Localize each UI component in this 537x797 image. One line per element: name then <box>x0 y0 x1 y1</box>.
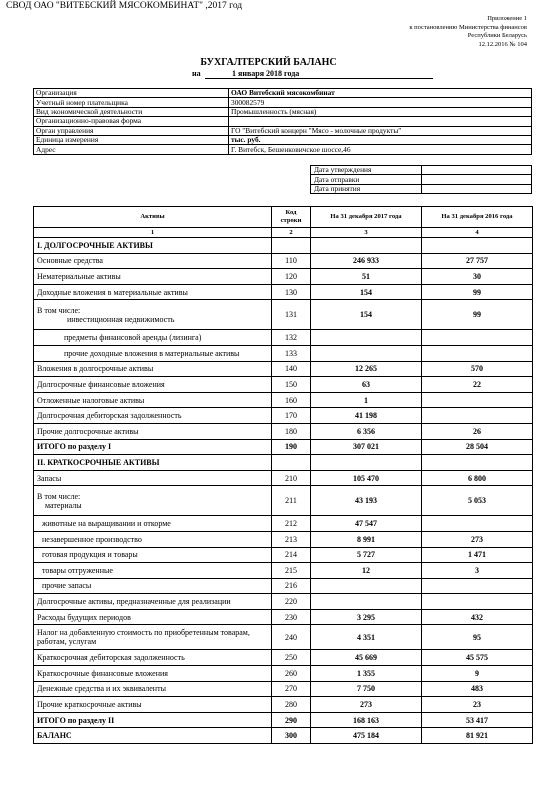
value-2016: 570 <box>422 361 533 377</box>
value-2016: 95 <box>422 625 533 650</box>
date-row <box>311 166 532 175</box>
value-2017: 47 547 <box>311 516 422 532</box>
table-row <box>34 408 533 424</box>
value-2016: 45 575 <box>422 650 533 666</box>
column-number-row <box>34 228 533 238</box>
row-sublabel: материалы <box>45 500 82 510</box>
info-label: Единица измерения <box>34 135 229 144</box>
row-code: 216 <box>272 578 311 594</box>
column-number: 3 <box>311 228 422 238</box>
value-2016: 483 <box>422 681 533 697</box>
row-code: 212 <box>272 516 311 532</box>
info-value: ОАО Витебский мясокомбинат <box>229 89 532 98</box>
info-row <box>34 98 532 107</box>
organization-info-table <box>33 88 532 155</box>
info-label: Адрес <box>34 145 229 154</box>
value-2017: 4 351 <box>311 625 422 650</box>
row-label: Вложения в долгосрочные активы <box>34 361 272 377</box>
row-code: 130 <box>272 284 311 300</box>
date-label: Дата принятия <box>311 184 422 193</box>
row-label: прочие доходные вложения в материальные активы <box>34 345 272 361</box>
row-label: предметы финансовой аренды (лизинга) <box>34 330 272 346</box>
section-row <box>34 455 533 471</box>
row-code: 230 <box>272 609 311 625</box>
value-2017: 43 193 <box>311 486 422 516</box>
row-label: прочие запасы <box>34 578 272 594</box>
value-2017: 63 <box>311 377 422 393</box>
date-underline <box>205 78 433 79</box>
info-row <box>34 117 532 126</box>
value-2017: 246 933 <box>311 253 422 269</box>
value-2016: 26 <box>422 423 533 439</box>
row-code: 300 <box>272 728 311 744</box>
page-title: БУХГАЛТЕРСКИЙ БАЛАНС <box>200 57 337 68</box>
column-header: Код строки <box>272 207 311 228</box>
row-label: Расходы будущих периодов <box>34 609 272 625</box>
table-row <box>34 253 533 269</box>
row-label: Запасы <box>34 470 272 486</box>
row-code <box>272 238 311 254</box>
value-2017 <box>311 578 422 594</box>
date-row <box>311 184 532 193</box>
row-label: Долгосрочная дебиторская задолженность <box>34 408 272 424</box>
value-2017: 168 163 <box>311 712 422 728</box>
row-code: 160 <box>272 392 311 408</box>
table-row <box>34 681 533 697</box>
table-row <box>34 269 533 285</box>
table-row <box>34 486 533 516</box>
date-label: Дата утверждения <box>311 166 422 175</box>
row-label: Налог на добавленную стоимость по приобретенным товарам, работам, услугам <box>34 625 272 650</box>
row-label: I. ДОЛГОСРОЧНЫЕ АКТИВЫ <box>34 238 272 254</box>
table-row <box>34 470 533 486</box>
row-code: 132 <box>272 330 311 346</box>
row-label: Доходные вложения в материальные активы <box>34 284 272 300</box>
section-row <box>34 712 533 728</box>
row-label: Прочие долгосрочные активы <box>34 423 272 439</box>
report-date: 1 января 2018 года <box>232 69 300 78</box>
row-code: 110 <box>272 253 311 269</box>
table-row <box>34 594 533 610</box>
row-code: 211 <box>272 486 311 516</box>
row-label: незавершенное производство <box>34 531 272 547</box>
value-2016: 273 <box>422 531 533 547</box>
table-row <box>34 377 533 393</box>
value-2016 <box>422 594 533 610</box>
value-2016 <box>422 516 533 532</box>
value-2016: 28 504 <box>422 439 533 455</box>
section-row <box>34 238 533 254</box>
balance-table <box>33 206 533 744</box>
row-code: 270 <box>272 681 311 697</box>
appendix-note <box>409 15 527 49</box>
row-code: 240 <box>272 625 311 650</box>
info-value: ГО "Витебский концерн "Мясо - молочные продукты" <box>229 126 532 135</box>
table-row <box>34 516 533 532</box>
dates-table <box>310 165 532 194</box>
table-row <box>34 547 533 563</box>
date-value <box>422 175 532 184</box>
value-2017: 12 <box>311 563 422 579</box>
value-2016: 432 <box>422 609 533 625</box>
row-code: 170 <box>272 408 311 424</box>
row-code: 210 <box>272 470 311 486</box>
section-row <box>34 728 533 744</box>
value-2017 <box>311 330 422 346</box>
row-code: 215 <box>272 563 311 579</box>
row-label: БАЛАНС <box>34 728 272 744</box>
value-2016 <box>422 330 533 346</box>
date-value <box>422 166 532 175</box>
value-2016: 23 <box>422 697 533 713</box>
row-code: 280 <box>272 697 311 713</box>
appendix-line: к постановлению Министерства финансов <box>409 23 527 31</box>
appendix-line: 12.12.2016 № 104 <box>478 40 527 48</box>
value-2016 <box>422 408 533 424</box>
table-header-row <box>34 207 533 228</box>
date-row <box>311 175 532 184</box>
document-caption: СВОД ОАО "ВИТЕБСКИЙ МЯСОКОМБИНАТ" ,2017 год <box>6 1 243 11</box>
value-2017: 475 184 <box>311 728 422 744</box>
value-2016 <box>422 455 533 471</box>
row-code: 220 <box>272 594 311 610</box>
row-label: Отложенные налоговые активы <box>34 392 272 408</box>
info-row <box>34 107 532 116</box>
info-row <box>34 89 532 98</box>
table-row <box>34 609 533 625</box>
value-2017: 1 <box>311 392 422 408</box>
value-2017: 6 356 <box>311 423 422 439</box>
value-2017: 307 021 <box>311 439 422 455</box>
value-2017: 154 <box>311 300 422 330</box>
info-value: Г. Витебск, Бешенковичское шоссе,46 <box>229 145 532 154</box>
row-code: 140 <box>272 361 311 377</box>
column-number: 4 <box>422 228 533 238</box>
value-2016: 81 921 <box>422 728 533 744</box>
row-sublabel: инвестиционная недвижимость <box>67 314 175 324</box>
info-row <box>34 145 532 154</box>
value-2017: 1 355 <box>311 666 422 682</box>
row-label: Краткосрочная дебиторская задолженность <box>34 650 272 666</box>
row-label: Долгосрочные финансовые вложения <box>34 377 272 393</box>
table-row <box>34 284 533 300</box>
row-code: 190 <box>272 439 311 455</box>
table-row <box>34 300 533 330</box>
row-label <box>34 486 272 516</box>
info-row <box>34 126 532 135</box>
table-row <box>34 578 533 594</box>
table-row <box>34 666 533 682</box>
column-header: На 31 декабря 2017 года <box>311 207 422 228</box>
table-row <box>34 330 533 346</box>
row-code: 133 <box>272 345 311 361</box>
table-row <box>34 423 533 439</box>
value-2017: 154 <box>311 284 422 300</box>
row-label: Краткосрочные финансовые вложения <box>34 666 272 682</box>
value-2016: 1 471 <box>422 547 533 563</box>
row-code: 214 <box>272 547 311 563</box>
row-code: 150 <box>272 377 311 393</box>
appendix-line: Приложение 1 <box>487 15 527 22</box>
row-code: 260 <box>272 666 311 682</box>
info-value: Промышленность (мясная) <box>229 107 532 116</box>
value-2017: 7 750 <box>311 681 422 697</box>
column-number: 2 <box>272 228 311 238</box>
value-2016: 22 <box>422 377 533 393</box>
date-prefix: на <box>192 69 201 78</box>
info-label: Вид экономической деятельности <box>34 107 229 116</box>
value-2017 <box>311 345 422 361</box>
column-header: На 31 декабря 2016 года <box>422 207 533 228</box>
date-value <box>422 184 532 193</box>
table-row <box>34 563 533 579</box>
table-row <box>34 345 533 361</box>
value-2016: 9 <box>422 666 533 682</box>
value-2016: 6 800 <box>422 470 533 486</box>
value-2016 <box>422 392 533 408</box>
value-2016 <box>422 345 533 361</box>
info-label: Орган управления <box>34 126 229 135</box>
info-row <box>34 135 532 144</box>
row-label: Основные средства <box>34 253 272 269</box>
column-number: 1 <box>34 228 272 238</box>
table-row <box>34 531 533 547</box>
value-2017: 273 <box>311 697 422 713</box>
row-label-intro: В том числе: <box>37 491 81 501</box>
value-2017: 105 470 <box>311 470 422 486</box>
table-row <box>34 625 533 650</box>
value-2017: 45 669 <box>311 650 422 666</box>
info-label: Организация <box>34 89 229 98</box>
table-row <box>34 697 533 713</box>
value-2017: 3 295 <box>311 609 422 625</box>
row-label: животные на выращивании и откорме <box>34 516 272 532</box>
info-value <box>229 117 532 126</box>
row-label: Нематериальные активы <box>34 269 272 285</box>
value-2016: 3 <box>422 563 533 579</box>
row-label: II. КРАТКОСРОЧНЫЕ АКТИВЫ <box>34 455 272 471</box>
row-label: Долгосрочные активы, предназначенные для реализации <box>34 594 272 610</box>
value-2016: 30 <box>422 269 533 285</box>
info-label: Организационно-правовая форма <box>34 117 229 126</box>
row-code: 250 <box>272 650 311 666</box>
row-label: ИТОГО по разделу I <box>34 439 272 455</box>
row-code: 120 <box>272 269 311 285</box>
row-code: 290 <box>272 712 311 728</box>
value-2017: 8 991 <box>311 531 422 547</box>
date-label: Дата отправки <box>311 175 422 184</box>
row-label: ИТОГО по разделу II <box>34 712 272 728</box>
row-label: товары отгруженные <box>34 563 272 579</box>
row-label <box>34 300 272 330</box>
table-row <box>34 392 533 408</box>
value-2016: 99 <box>422 284 533 300</box>
value-2016: 53 417 <box>422 712 533 728</box>
column-header: Активы <box>34 207 272 228</box>
value-2017: 51 <box>311 269 422 285</box>
info-label: Учетный номер плательщика <box>34 98 229 107</box>
info-value: 300082579 <box>229 98 532 107</box>
row-code: 213 <box>272 531 311 547</box>
appendix-line: Республики Беларусь <box>467 32 527 40</box>
info-value: тыс. руб. <box>229 135 532 144</box>
section-row <box>34 439 533 455</box>
row-code: 180 <box>272 423 311 439</box>
value-2017: 5 727 <box>311 547 422 563</box>
row-label: готовая продукция и товары <box>34 547 272 563</box>
value-2016: 99 <box>422 300 533 330</box>
table-row <box>34 650 533 666</box>
value-2016 <box>422 238 533 254</box>
row-code <box>272 455 311 471</box>
row-code: 131 <box>272 300 311 330</box>
value-2017 <box>311 594 422 610</box>
value-2017: 12 265 <box>311 361 422 377</box>
value-2016 <box>422 578 533 594</box>
row-label: Прочие краткосрочные активы <box>34 697 272 713</box>
value-2017 <box>311 455 422 471</box>
value-2017 <box>311 238 422 254</box>
value-2016: 5 053 <box>422 486 533 516</box>
row-label: Денежные средства и их эквиваленты <box>34 681 272 697</box>
table-row <box>34 361 533 377</box>
value-2017: 41 198 <box>311 408 422 424</box>
row-label-intro: В том числе: <box>37 305 81 315</box>
value-2016: 27 757 <box>422 253 533 269</box>
